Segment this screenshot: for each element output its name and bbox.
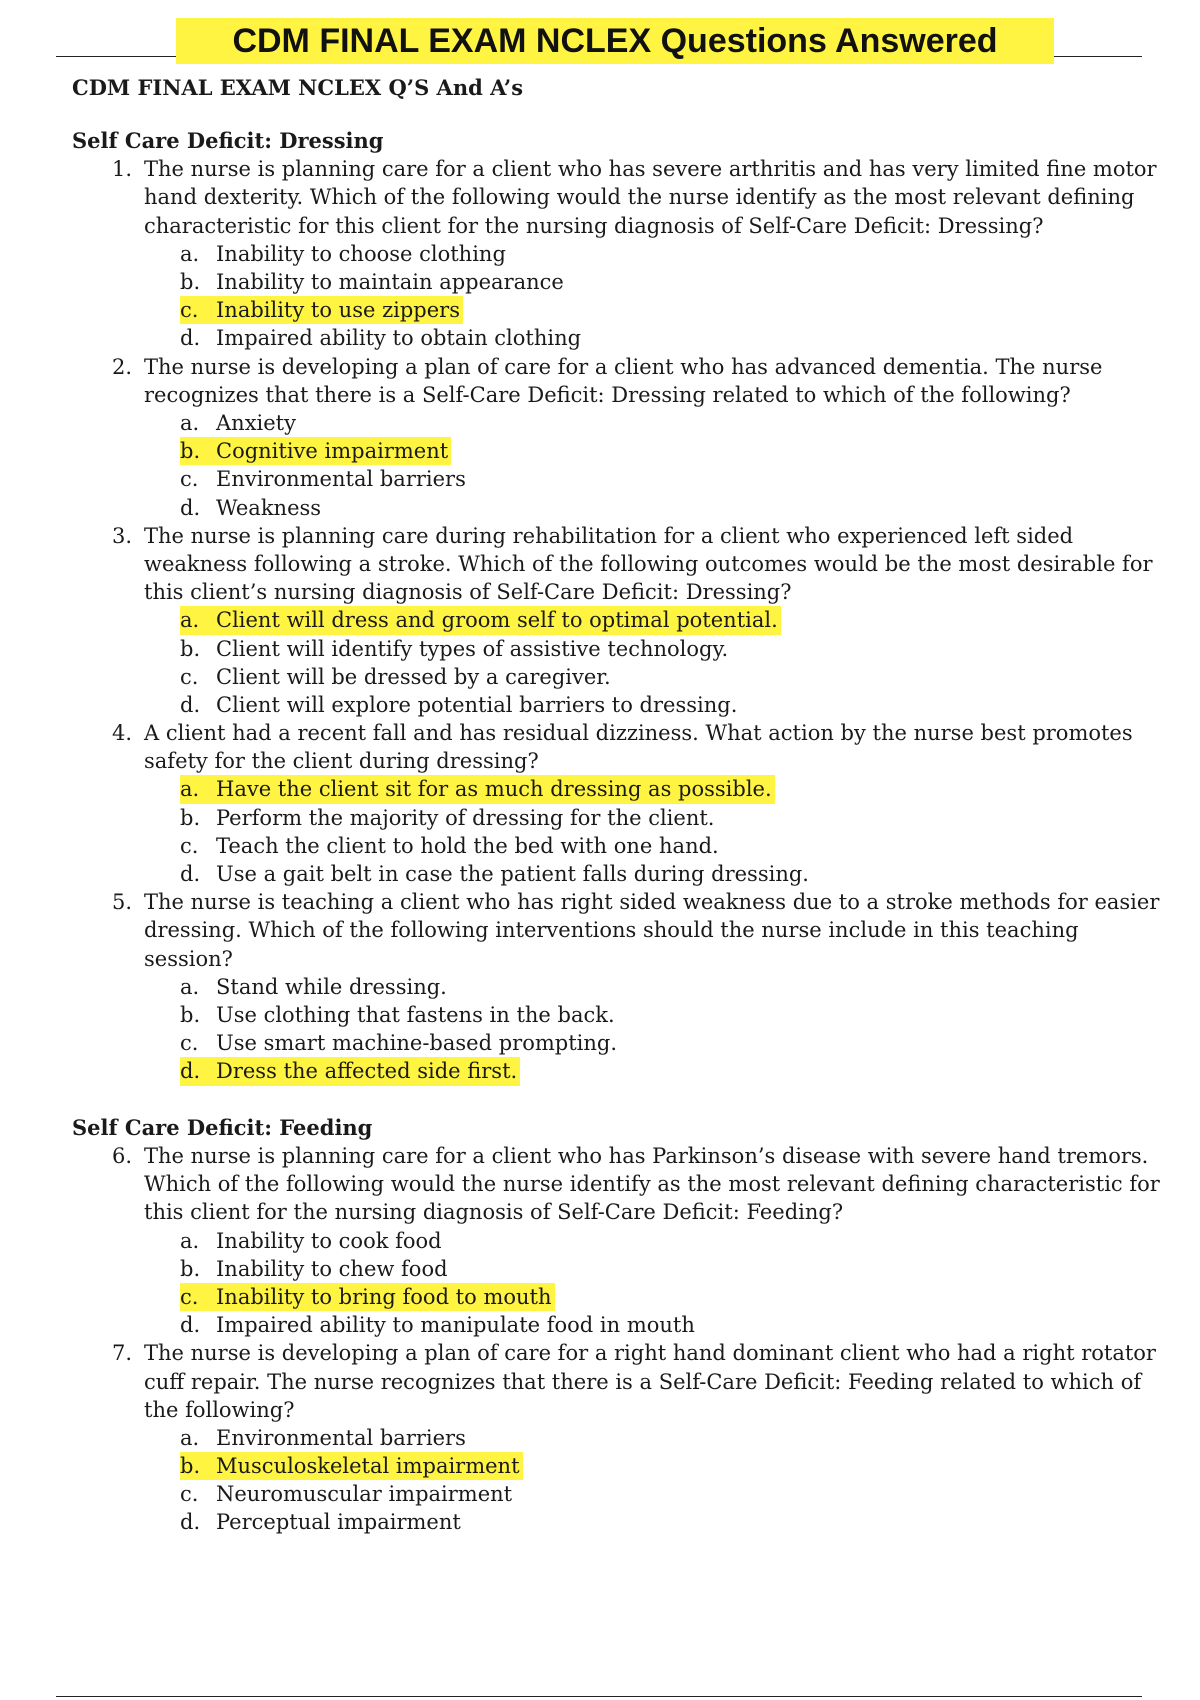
option-letter: c.	[180, 1031, 199, 1056]
footer-rule	[56, 1696, 1142, 1697]
option-letter: d.	[180, 1313, 201, 1338]
answer-option	[180, 494, 1162, 522]
option-text: Neuromuscular impairment	[216, 1482, 513, 1507]
answer-option	[180, 324, 1162, 352]
option-letter: b.	[180, 1454, 201, 1479]
option-letter: a.	[180, 608, 200, 633]
answer-option-correct	[180, 1057, 1162, 1085]
option-text: Perceptual impairment	[216, 1510, 461, 1535]
option-text: Musculoskeletal impairment	[216, 1454, 520, 1479]
answer-option-correct	[180, 1452, 1162, 1480]
answer-option-correct	[180, 606, 1162, 634]
section-heading: Self Care Deficit: Feeding	[72, 1114, 373, 1140]
option-letter: a.	[180, 1228, 200, 1253]
answer-option-body	[180, 860, 812, 888]
option-text: Inability to choose clothing	[216, 241, 506, 266]
answer-option-body	[180, 1227, 445, 1255]
answer-option	[180, 663, 1162, 691]
answer-options	[180, 973, 1162, 1086]
answer-option-correct	[180, 296, 1162, 324]
question	[72, 353, 1162, 522]
answer-option	[180, 1255, 1162, 1283]
answer-option-correct	[180, 775, 1162, 803]
option-text: Inability to bring food to mouth	[216, 1284, 552, 1309]
option-text: Client will explore potential barriers to dressing.	[216, 692, 738, 717]
answer-option-body	[180, 1508, 464, 1536]
question-text: The nurse is planning care during rehabilitation for a client who experienced left sided weakness following a stroke. Which of the following outcomes would be the most desirable for this client’s nursing diagnosis of Self-Care Deficit: Dressing?	[144, 523, 1153, 605]
option-letter: a.	[180, 777, 200, 802]
answer-option-correct	[180, 437, 1162, 465]
correct-answer-highlight	[180, 606, 781, 634]
option-letter: d.	[180, 1059, 201, 1084]
question-row	[72, 1142, 1162, 1227]
answer-option	[180, 1508, 1162, 1536]
question-list	[72, 155, 1162, 1085]
option-text: Impaired ability to manipulate food in mouth	[216, 1313, 695, 1338]
question-row	[72, 1339, 1162, 1424]
answer-option-body	[180, 1255, 451, 1283]
option-text: Anxiety	[216, 410, 296, 435]
answer-option	[180, 804, 1162, 832]
correct-answer-highlight	[180, 1452, 523, 1480]
option-letter: d.	[180, 862, 201, 887]
option-text: Client will identify types of assistive technology.	[216, 636, 729, 661]
option-letter: d.	[180, 326, 201, 351]
question-text: The nurse is planning care for a client who has severe arthritis and has very limited fine motor hand dexterity. Which of the following would the nurse identify as the most relevant defining characteristic for this client for the nursing diagnosis of Self-Care Deficit: Dressing?	[144, 157, 1157, 238]
question-number: 1.	[111, 157, 132, 182]
question-row	[72, 719, 1162, 775]
answer-option	[180, 1480, 1162, 1508]
answer-option-body	[180, 1001, 618, 1029]
answer-options	[180, 775, 1162, 888]
option-text: Environmental barriers	[216, 467, 466, 492]
question-number: 7.	[111, 1341, 132, 1366]
option-letter: b.	[180, 439, 201, 464]
option-text: Inability to cook food	[216, 1228, 442, 1253]
option-text: Inability to use zippers	[216, 298, 460, 323]
option-letter: b.	[180, 1003, 201, 1028]
answer-options	[180, 1424, 1162, 1537]
question-number: 6.	[111, 1143, 132, 1168]
answer-option-body	[180, 1029, 620, 1057]
option-text: Client will be dressed by a caregiver.	[216, 664, 611, 689]
question-text: The nurse is developing a plan of care for a right hand dominant client who had a right rotator cuff repair. The nurse recognizes that there is a Self-Care Deficit: Feeding related to which of the following?	[144, 1341, 1156, 1422]
answer-option-body	[180, 635, 731, 663]
question-number: 2.	[111, 354, 132, 379]
question-text: The nurse is teaching a client who has right sided weakness due to a stroke methods for easier dressing. Which of the following interventions should the nurse include in this teaching session?	[144, 890, 1160, 971]
option-text: Dress the affected side first.	[216, 1059, 518, 1084]
option-letter: b.	[180, 805, 201, 830]
option-text: Inability to chew food	[216, 1256, 448, 1281]
answer-option-body	[180, 240, 509, 268]
answer-options	[180, 1227, 1162, 1340]
option-letter: d.	[180, 1510, 201, 1535]
question-text: The nurse is planning care for a client who has Parkinson’s disease with severe hand tremors. Which of the following would the nurse identify as the most relevant defining characteristic for this client for the nursing diagnosis of Self-Care Deficit: Feeding?	[144, 1143, 1160, 1225]
option-letter: a.	[180, 974, 200, 999]
answer-option-correct	[180, 1283, 1162, 1311]
question-row	[72, 888, 1162, 973]
option-letter: b.	[180, 636, 201, 661]
option-letter: c.	[180, 298, 199, 323]
question-row	[72, 522, 1162, 607]
option-text: Impaired ability to obtain clothing	[216, 326, 582, 351]
question-text: A client had a recent fall and has residual dizziness. What action by the nurse best promotes safety for the client during dressing?	[144, 721, 1133, 774]
answer-option	[180, 1424, 1162, 1452]
answer-option	[180, 1001, 1162, 1029]
option-text: Have the client sit for as much dressing as possible.	[216, 777, 772, 802]
answer-option-body	[180, 1480, 515, 1508]
answer-option-body	[180, 494, 324, 522]
section-heading: Self Care Deficit: Dressing	[72, 128, 384, 153]
option-text: Perform the majority of dressing for the client.	[216, 805, 715, 830]
answer-option-body	[180, 1311, 698, 1339]
option-letter: a.	[180, 410, 200, 435]
option-letter: c.	[180, 1482, 199, 1507]
answer-option	[180, 1227, 1162, 1255]
answer-option-body	[180, 268, 567, 296]
option-letter: c.	[180, 467, 199, 492]
question	[72, 155, 1162, 352]
answer-option	[180, 635, 1162, 663]
option-text: Teach the client to hold the bed with one hand.	[216, 833, 719, 858]
correct-answer-highlight	[180, 437, 451, 465]
question	[72, 719, 1162, 888]
answer-option-body	[180, 465, 469, 493]
answer-option	[180, 409, 1162, 437]
option-text: Inability to maintain appearance	[216, 269, 564, 294]
option-letter: c.	[180, 1284, 199, 1309]
option-letter: b.	[180, 269, 201, 294]
question	[72, 1142, 1162, 1339]
answer-options	[180, 606, 1162, 719]
answer-option-body	[180, 1424, 469, 1452]
option-text: Weakness	[216, 495, 322, 520]
question-row	[72, 353, 1162, 409]
question-text: The nurse is developing a plan of care for a client who has advanced dementia. The nurse recognizes that there is a Self-Care Deficit: Dressing related to which of the following?	[144, 354, 1103, 407]
option-letter: a.	[180, 241, 200, 266]
option-text: Client will dress and groom self to optimal potential.	[216, 608, 778, 633]
answer-option-body	[180, 324, 584, 352]
page-title: CDM FINAL EXAM NCLEX Questions Answered	[176, 18, 1054, 64]
question-number: 3.	[111, 523, 132, 548]
answer-options	[180, 240, 1162, 353]
answer-option-body	[180, 832, 722, 860]
answer-option-body	[180, 804, 717, 832]
correct-answer-highlight	[180, 775, 775, 803]
option-text: Cognitive impairment	[216, 439, 449, 464]
question-number: 4.	[111, 721, 132, 746]
option-text: Stand while dressing.	[216, 974, 447, 999]
question-number: 5.	[111, 890, 132, 915]
question	[72, 522, 1162, 719]
question-list	[72, 1142, 1162, 1537]
option-text: Use clothing that fastens in the back.	[216, 1003, 615, 1028]
answer-option	[180, 268, 1162, 296]
correct-answer-highlight	[180, 1057, 520, 1085]
exam-content	[72, 127, 1162, 1537]
section-feeding	[72, 1114, 1162, 1537]
answer-option	[180, 240, 1162, 268]
correct-answer-highlight	[180, 296, 463, 324]
answer-options	[180, 409, 1162, 522]
option-letter: b.	[180, 1256, 201, 1281]
option-letter: c.	[180, 664, 199, 689]
answer-option	[180, 691, 1162, 719]
correct-answer-highlight	[180, 1283, 555, 1311]
question	[72, 888, 1162, 1085]
answer-option-body	[180, 691, 740, 719]
answer-option-body	[180, 973, 450, 1001]
option-letter: c.	[180, 833, 199, 858]
answer-option	[180, 1311, 1162, 1339]
option-text: Use a gait belt in case the patient falls during dressing.	[216, 862, 809, 887]
answer-option	[180, 465, 1162, 493]
option-text: Use smart machine-based prompting.	[216, 1031, 617, 1056]
option-letter: d.	[180, 692, 201, 717]
answer-option	[180, 1029, 1162, 1057]
answer-option	[180, 860, 1162, 888]
document-subtitle: CDM FINAL EXAM NCLEX Q’S And A’s	[72, 75, 524, 100]
option-letter: d.	[180, 495, 201, 520]
answer-option-body	[180, 409, 299, 437]
question-row	[72, 155, 1162, 240]
answer-option-body	[180, 663, 614, 691]
answer-option	[180, 973, 1162, 1001]
question	[72, 1339, 1162, 1536]
section-dressing	[72, 127, 1162, 1086]
option-text: Environmental barriers	[216, 1425, 466, 1450]
answer-option	[180, 832, 1162, 860]
option-letter: a.	[180, 1425, 200, 1450]
